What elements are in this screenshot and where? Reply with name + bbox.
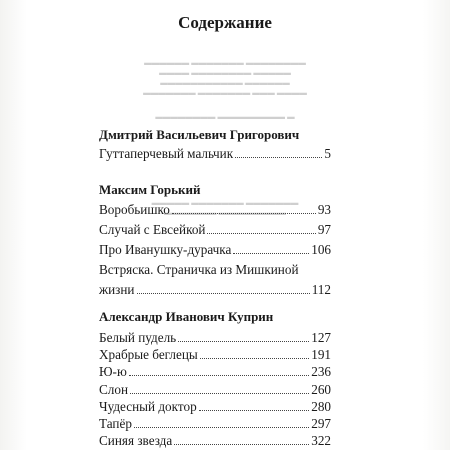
dot-leader <box>178 328 309 342</box>
toc-entry[interactable] <box>99 362 331 380</box>
dot-leader <box>172 200 316 214</box>
story-title: Про Иванушку-дурачка <box>99 242 232 257</box>
page-number: 260 <box>311 381 331 397</box>
story-title: Чудесный доктор <box>99 398 197 414</box>
page-number: 127 <box>311 330 331 345</box>
dot-leader <box>207 220 315 234</box>
toc-entry[interactable] <box>99 431 331 449</box>
dot-leader <box>134 414 309 428</box>
page-number: 191 <box>311 347 331 363</box>
author-heading: Дмитрий Васильевич Григорович <box>99 127 300 142</box>
toc-entry[interactable] <box>99 397 331 415</box>
toc-entry[interactable] <box>99 414 331 432</box>
page-number: 5 <box>324 146 331 161</box>
story-title: жизни <box>99 282 135 297</box>
bleed-through-text: ▬▬▬▬▬ ▬▬▬▬▬▬▬ ▬▬▬▬▬▬▬ ▬▬▬▬▬▬▬ ▬▬▬▬▬▬▬▬▬ <box>151 198 299 217</box>
bleed-through-text: ▬▬▬▬▬▬ ▬▬▬▬▬▬▬ ▬▬▬▬▬▬▬▬ ▬▬▬▬ ▬▬▬▬▬▬▬▬ ▬▬▬▬▬ ▬▬▬▬▬▬▬▬▬▬▬ ▬▬▬▬▬▬ ▬▬▬▬▬▬▬ ▬▬▬▬▬▬▬ ▬▬▬ ▬▬▬▬ <box>143 58 307 97</box>
bleed-through-text: ▬▬▬▬▬▬▬▬ ▬▬▬▬▬▬▬▬▬ ▬ <box>155 112 295 121</box>
page-number: 236 <box>311 364 331 380</box>
toc-entry[interactable] <box>99 220 331 240</box>
story-title-line1[interactable]: Встряска. Страничка из Мишкиной <box>99 262 299 277</box>
story-title: Случай с Евсейкой <box>99 222 206 237</box>
toc-entry[interactable] <box>99 345 331 363</box>
dot-leader <box>233 240 309 254</box>
story-title: Белый пудель <box>99 330 177 345</box>
toc-entry[interactable] <box>99 328 331 346</box>
dot-leader <box>199 397 310 411</box>
author-heading: Александр Иванович Куприн <box>99 309 274 324</box>
story-title: Ю-ю <box>99 364 127 380</box>
story-title: Храбрые беглецы <box>99 347 198 363</box>
page-number: 93 <box>317 202 331 217</box>
page-number: 322 <box>311 433 331 449</box>
toc-entry[interactable] <box>99 380 331 398</box>
dot-leader <box>235 144 322 158</box>
page-number: 106 <box>311 242 331 257</box>
page-title: Содержание <box>178 13 272 32</box>
toc-entry[interactable] <box>99 280 331 300</box>
dot-leader <box>200 345 309 359</box>
story-title: Воробьишко <box>99 202 170 217</box>
dot-leader <box>137 280 310 294</box>
toc-entry[interactable] <box>99 240 331 260</box>
dot-leader <box>130 380 309 394</box>
page-number: 97 <box>317 222 331 237</box>
toc-entry[interactable] <box>99 200 331 220</box>
page-number: 280 <box>311 398 331 414</box>
dot-leader <box>129 362 309 376</box>
dot-leader <box>174 431 309 445</box>
story-title: Синяя звезда <box>99 433 173 449</box>
page-number: 112 <box>311 282 331 297</box>
author-heading: Максим Горький <box>99 182 201 197</box>
page-number: 297 <box>311 416 331 431</box>
story-title: Гуттаперчевый мальчик <box>99 146 234 161</box>
story-title: Тапёр <box>99 416 132 431</box>
toc-entry[interactable] <box>99 144 331 164</box>
story-title: Слон <box>99 381 129 397</box>
